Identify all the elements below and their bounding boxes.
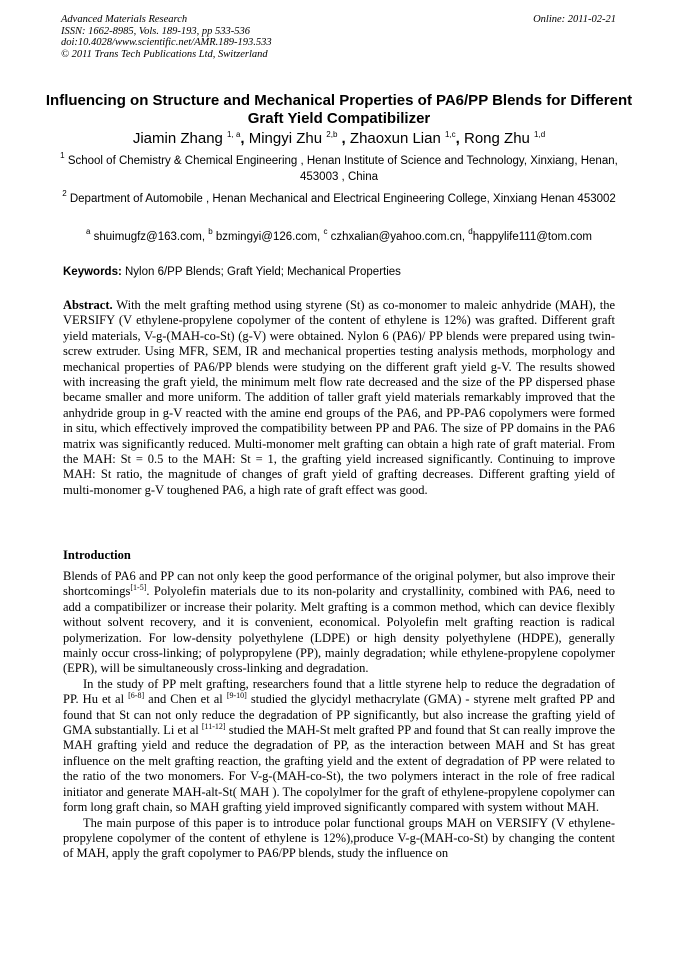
intro-paragraph-3	[63, 816, 615, 862]
affiliation-1	[60, 151, 618, 185]
paragraph-text-run: Blends of PA6 and PP can not only keep the good performance of the original polymer, but also improve their shortcomings	[63, 569, 615, 599]
affiliation-text: School of Chemistry & Chemical Engineering , Henan Institute of Science and Technology, Xinxiang, Henan, 453003 , China	[67, 155, 618, 183]
keywords-label: Keywords:	[63, 266, 122, 278]
paper-title: Influencing on Structure and Mechanical Properties of PA6/PP Blends for Different Graft Yield Compatibilizer	[45, 92, 633, 127]
journal-header	[61, 14, 272, 60]
intro-paragraph-2	[63, 677, 615, 816]
affiliation-mark: 1	[60, 151, 65, 160]
paragraph-text-run: The main purpose of this paper is to introduce polar functional groups MAH on VERSIFY (V ethylene-propylene copolymer of the content of ethylene is 12%),produce V-g-(MAH-co-St) by changing the content of MAH, apply the graft copolymer to PA6/PP blends, study the influence on	[63, 815, 615, 861]
abstract-text: With the melt grafting method using styrene (St) as co-monomer to maleic anhydride (MAH), the VERSIFY (V ethylene-propylene copolymer of the content of ethylene is 12%) was grafted. Different graft yield materials, V-g-(MAH-co-St) (g-V) were obtained. Nylon 6 (PA6)/ PP blends were prepared using twin-screw extruder. Using MFR, SEM, IR and mechanical properties testing analysis methods, morphology and mechanical properties of PA6/PP blends were studying on the different graft yield g-V. The results showed with increasing the graft yield, the minimum melt flow rate decreased and the size of the PP dispersed phase became smaller and more uniform. The addition of taller graft yield materials remarkably improved that the anhydride group in g-V reacted with the amine end groups of the PA6, and PP-PA6 copolymers were formed in situ, which effectively improved the compatibility between PP and PA6. The size of PP domains in the PA6 matrix was significantly reduced. Multi-monomer melt grafting can obtain a high rate of graft material. From the MAH: St = 0.5 to the MAH: St = 1, the grafting yield increased significantly. Continuing to improve MAH: St ratio, the magnitude of changes of graft yield of grafting decreases. Different grafting yield of multi-monomer g-V toughened PA6, a high rate of graft effect was good.	[63, 298, 615, 497]
paragraph-text-run: studied the glycidyl methacrylate (GMA) - styrene melt grafted PP and found that St can not only reduce the degradation of PP significantly, but also increase the grafting yield of GMA substantially. Li et al	[63, 692, 615, 738]
author-affiliation-mark: 2,b	[326, 130, 338, 139]
email-mark: c	[323, 227, 328, 236]
email-address[interactable]: bzmingyi@126.com,	[215, 231, 324, 243]
abstract-label: Abstract.	[63, 298, 113, 312]
email-list	[40, 227, 638, 245]
citation-ref: [1-5]	[130, 583, 147, 593]
abstract	[63, 298, 615, 498]
email-address[interactable]: czhxalian@yahoo.com.cn,	[330, 231, 469, 243]
affiliation-2	[60, 189, 618, 208]
author-list	[40, 130, 638, 148]
issn-line: ISSN: 1662-8985, Vols. 189-193, pp 533-536	[61, 25, 250, 37]
introduction-body	[63, 569, 615, 862]
intro-paragraph-1	[63, 569, 615, 677]
author-separator: ,	[337, 130, 346, 147]
author-name: Mingyi Zhu	[248, 130, 323, 147]
paragraph-text-run: In the study of PP melt grafting, researchers found that a little styrene help to reduce the degradation of PP. Hu et al	[63, 676, 615, 707]
paragraph-text-run: studied the MAH-St melt grafted PP and found that St can really improve the MAH grafting yield and reduce the degradation of PP, as the interaction between MAH and St has great influence on the melt grafting reaction, the grafting yield and the extent of degradation of PP were related to the ratio of the two monomers. For V-g-(MAH-co-St), the two polymers interact in the role of free radical initiator and generate MAH-alt-St( MAH ). The copolylmer for the graft of ethylene-propylene copolymer can form long graft chain, so MAH grafting yield improved significantly compared with system without MAH.	[63, 723, 616, 815]
email-mark: b	[208, 227, 213, 236]
citation-ref: [9-10]	[226, 691, 247, 701]
email-address[interactable]: happylife111@tom.com	[472, 231, 592, 243]
author-affiliation-mark: 1, a	[227, 130, 241, 139]
section-heading-introduction: Introduction	[63, 548, 131, 562]
paragraph-text-run: and Chen et al	[144, 692, 227, 707]
keywords-text: Nylon 6/PP Blends; Graft Yield; Mechanical Properties	[121, 266, 401, 278]
author-affiliation-mark: 1,c	[444, 130, 456, 139]
doi-line: doi:10.4028/www.scientific.net/AMR.189-193.533	[61, 37, 272, 48]
author-affiliation-mark: 1,d	[534, 130, 546, 139]
journal-name: Advanced Materials Research	[61, 14, 188, 25]
online-date: Online: 2011-02-21	[533, 14, 616, 25]
author-name: Jiamin Zhang	[132, 130, 223, 147]
citation-ref: [6-8]	[128, 691, 145, 701]
affiliation-mark: 2	[62, 189, 67, 198]
author-name: Zhaoxun Lian	[349, 130, 441, 147]
paragraph-text-run: . Polyolefin materials due to its non-polarity and crystallinity, combined with PA6, need to add a compatibilizer or increase their polarity. Melt grafting is a common method, which can device flexibly without solvent recovery, and it is convenient, economical. Polyolefin melt grafting reaction is radical polymerization. For low-density polyethylene (LDPE) or high density polyethylene (HDPE), generally mainly occur cross-linking; of polypropylene (PP), mainly degradation; while ethylene-propylene copolymer (EPR), will be simultaneously cross-linking and degradation.	[63, 584, 615, 676]
author-separator: ,	[455, 130, 460, 147]
affiliation-text: Department of Automobile , Henan Mechanical and Electrical Engineering College, Xinxiang Henan 453002	[69, 193, 616, 205]
copyright-line: © 2011 Trans Tech Publications Ltd, Switzerland	[61, 48, 268, 60]
email-address[interactable]: shuimugfz@163.com,	[93, 231, 209, 243]
email-mark: d	[468, 227, 473, 236]
citation-ref: [11-12]	[201, 722, 226, 732]
email-mark: a	[85, 227, 91, 236]
author-name: Rong Zhu	[464, 130, 530, 147]
keywords-line	[63, 265, 401, 280]
author-separator: ,	[240, 130, 245, 147]
